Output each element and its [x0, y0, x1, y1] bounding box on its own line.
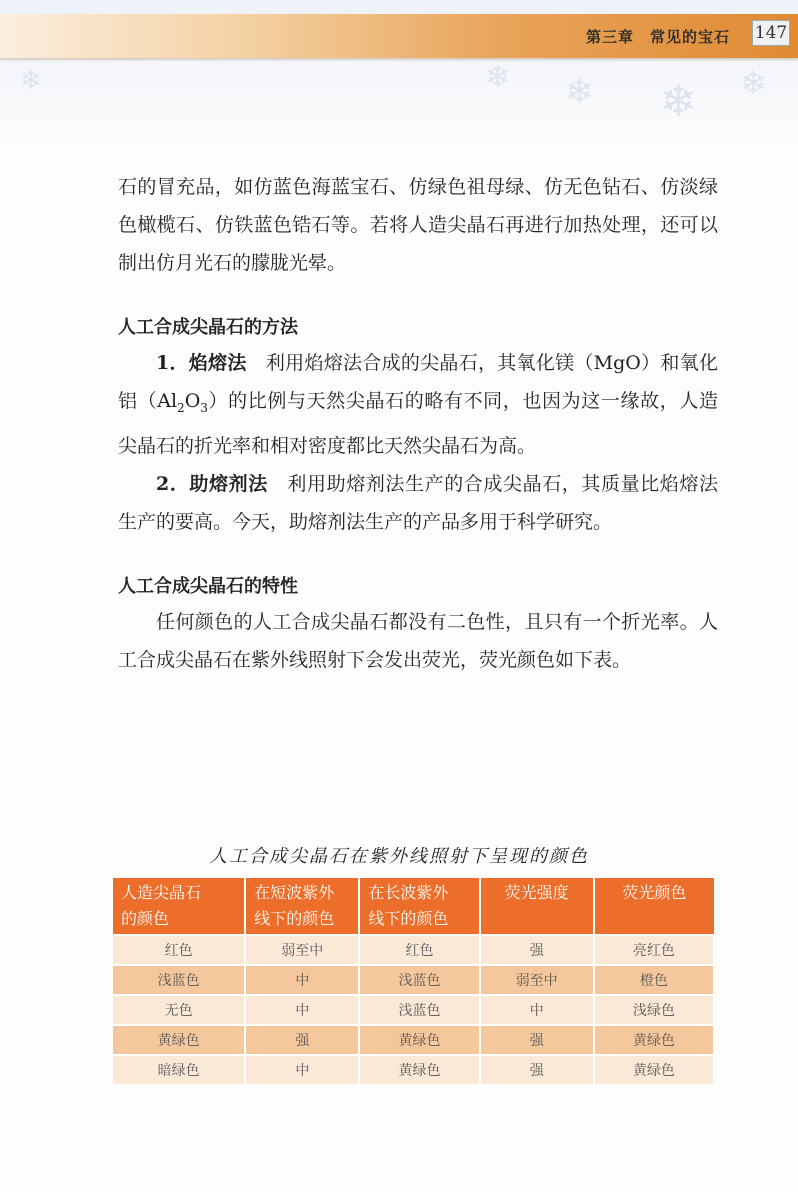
table-row — [113, 965, 714, 995]
table-cell: 浅蓝色 — [359, 995, 479, 1025]
table-cell: 无色 — [113, 995, 245, 1025]
table-row — [113, 935, 714, 965]
formula-o: O — [184, 390, 201, 412]
column-header: 在长波紫外 线下的颜色 — [359, 878, 479, 935]
paragraph-properties: 任何颜色的人工合成尖晶石都没有二色性，且只有一个折光率。人工合成尖晶石在紫外线照射下会发出荧光，荧光颜色如下表。 — [118, 610, 718, 671]
paragraph-intro: 石的冒充品，如仿蓝色海蓝宝石、仿绿色祖母绿、仿无色钻石、仿淡绿色橄榄石、仿铁蓝色锆石等。若将人造尖晶石再进行加热处理，还可以制出仿月光石的朦胧光晕。 — [118, 176, 718, 274]
table-cell: 强 — [480, 935, 594, 965]
method-text: 利用助熔剂法生产的合成尖晶石，其质量比焰熔法生产的要高。今天，助熔剂法生产的产品多用于科学研究。 — [118, 472, 718, 533]
table-cell: 黄绿色 — [594, 1025, 714, 1055]
table-cell: 浅绿色 — [594, 995, 714, 1025]
paragraph-flame-fusion — [118, 344, 718, 465]
table-cell: 暗绿色 — [113, 1055, 245, 1084]
subscript: 2 — [177, 400, 185, 415]
subscript: 3 — [200, 400, 208, 415]
table-cell: 亮红色 — [594, 935, 714, 965]
table-cell: 中 — [245, 995, 359, 1025]
table-cell: 强 — [245, 1025, 359, 1055]
table-cell: 红色 — [359, 935, 479, 965]
table-cell: 红色 — [113, 935, 245, 965]
method-text-a: 利用焰熔法合成的尖晶石，其氧化镁（MgO）和氧化铝（Al — [118, 352, 718, 412]
table-header-row — [113, 878, 714, 935]
paragraph-flux — [118, 465, 718, 541]
method-label: 1．焰熔法 — [156, 352, 247, 374]
fluorescence-table — [113, 878, 715, 1084]
table-cell: 黄绿色 — [594, 1055, 714, 1084]
method-text-b: ）的比例与天然尖晶石的略有不同，也因为这一缘故，人造尖晶石的折光率和相对密度都比天然尖晶石为高。 — [118, 390, 718, 457]
snowflake-icon: ❄ — [20, 66, 42, 96]
table-cell: 黄绿色 — [359, 1055, 479, 1084]
column-header: 荧光强度 — [480, 878, 594, 935]
table-cell: 橙色 — [594, 965, 714, 995]
snowflake-icon: ❄ — [740, 64, 767, 102]
chapter-title: 第三章 常见的宝石 — [585, 28, 730, 46]
snowflake-icon: ❄ — [485, 60, 511, 95]
page-content — [118, 168, 718, 679]
page-number: 147 — [752, 20, 790, 46]
table-row — [113, 1025, 714, 1055]
snowflake-icon: ❄ — [565, 72, 594, 112]
table-cell: 中 — [245, 965, 359, 995]
table-cell: 中 — [245, 1055, 359, 1084]
table-cell: 弱至中 — [245, 935, 359, 965]
table-cell: 强 — [480, 1055, 594, 1084]
section-heading-properties: 人工合成尖晶石的特性 — [118, 575, 298, 597]
table-cell: 浅蓝色 — [113, 965, 245, 995]
table-cell: 弱至中 — [480, 965, 594, 995]
table-cell: 强 — [480, 1025, 594, 1055]
column-header: 人造尖晶石 的颜色 — [113, 878, 245, 935]
table-row — [113, 995, 714, 1025]
table-cell: 黄绿色 — [113, 1025, 245, 1055]
table-cell: 浅蓝色 — [359, 965, 479, 995]
column-header: 荧光颜色 — [594, 878, 714, 935]
method-label: 2．助熔剂法 — [156, 472, 268, 495]
table-cell: 中 — [480, 995, 594, 1025]
column-header: 在短波紫外 线下的颜色 — [245, 878, 359, 935]
table-row — [113, 1055, 714, 1084]
table-caption: 人工合成尖晶石在紫外线照射下呈现的颜色 — [209, 846, 589, 867]
snowflake-icon: ❄ — [660, 76, 697, 127]
table-cell: 黄绿色 — [359, 1025, 479, 1055]
section-heading-methods: 人工合成尖晶石的方法 — [118, 317, 298, 338]
